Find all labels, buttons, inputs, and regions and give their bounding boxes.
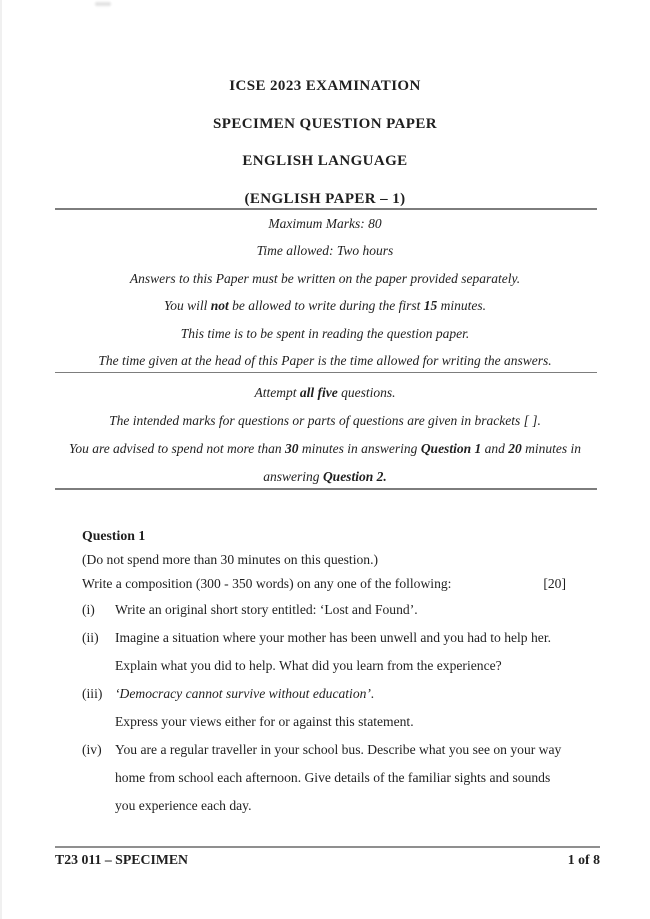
advice-line	[69, 435, 581, 491]
instruction-segment: minutes.	[437, 298, 487, 313]
exam-title: ICSE 2023 EXAMINATION	[229, 78, 421, 94]
option-paragraph: Imagine a situation where your mother has been unwell and you had to help her. Explain what you did to help. What did you learn from the experience?	[115, 629, 552, 673]
page-footer	[55, 846, 600, 868]
bold-segment: 15	[423, 298, 438, 313]
option-paragraph: Write an original short story entitled: ‘Lost and Found’.	[115, 601, 418, 617]
bold-segment: all five	[299, 385, 338, 400]
paper-number-title: (ENGLISH PAPER – 1)	[244, 190, 406, 207]
instruction-segment: and	[481, 441, 509, 456]
option-number: (ii)	[82, 629, 99, 645]
brackets-note-line: The intended marks for questions or parts of questions are given in brackets [ ].	[109, 413, 541, 428]
bold-segment: Question 2.	[322, 469, 387, 484]
max-marks-line: Maximum Marks: 80	[268, 215, 382, 231]
footer-rule	[55, 846, 600, 848]
instruction-segment: minutes in answering	[263, 441, 581, 484]
scan-edge-artifact	[0, 0, 2, 919]
option-text	[115, 596, 566, 624]
subject-title: ENGLISH LANGUAGE	[242, 153, 408, 169]
first15-line	[0, 292, 650, 320]
reading-note-line: This time is to be spent in reading the question paper.	[180, 325, 470, 341]
instruction-segment: be allowed to write during the first	[228, 298, 424, 313]
option-ii	[82, 624, 566, 680]
instruction-segment: questions.	[337, 385, 396, 400]
exam-preamble	[0, 210, 650, 375]
question-options-list	[82, 596, 566, 820]
bold-segment: Question 1	[420, 441, 482, 456]
question-prompt-row	[82, 572, 566, 596]
bold-segment: 30	[285, 441, 299, 456]
paper-header	[0, 0, 650, 218]
option-quote: ‘Democracy cannot survive without education’.	[115, 685, 375, 701]
question-time-note: (Do not spend more than 30 minutes on this question.)	[82, 551, 379, 567]
option-text	[115, 736, 566, 820]
instruction-segment: You are advised to spend not more than	[69, 441, 286, 456]
option-iv	[82, 736, 566, 820]
option-paragraph: You are a regular traveller in your school bus. Describe what you see on your way home from school each afternoon. Give details of the familiar sights and sounds you experience each day.	[115, 741, 562, 813]
option-number: (i)	[82, 601, 95, 617]
option-number: (iv)	[82, 741, 102, 757]
option-text	[115, 624, 566, 680]
footer-row	[55, 852, 600, 868]
time-allowed-line: Time allowed: Two hours	[256, 243, 394, 258]
page-number: 1 of 8	[567, 852, 600, 867]
answers-note-line: Answers to this Paper must be written on the paper provided separately.	[129, 270, 521, 286]
paper-code: T23 011 – SPECIMEN	[55, 852, 189, 867]
option-text	[115, 680, 566, 736]
marks-bracket: [20]	[543, 575, 566, 591]
option-iii	[82, 680, 566, 736]
attempt-line	[0, 379, 650, 407]
question-1-section	[0, 490, 650, 820]
instruction-segment: You will	[163, 298, 211, 313]
bold-segment: 20	[508, 441, 522, 456]
bold-segment: not	[210, 298, 229, 313]
question-heading: Question 1	[82, 527, 146, 543]
paper-type-title: SPECIMEN QUESTION PAPER	[213, 115, 437, 132]
scan-smudge-artifact	[95, 2, 111, 6]
option-i	[82, 596, 566, 624]
attempt-instructions	[0, 373, 650, 491]
option-paragraph: Express your views either for or against this statement.	[115, 713, 414, 729]
option-number: (iii)	[82, 685, 103, 701]
head-time-note-line: The time given at the head of this Paper is the time allowed for writing the answers.	[98, 353, 552, 368]
question-prompt: Write a composition (300 - 350 words) on any one of the following:	[82, 575, 452, 591]
instruction-segment: Attempt	[254, 385, 300, 400]
instruction-segment: minutes in answering	[298, 441, 421, 456]
